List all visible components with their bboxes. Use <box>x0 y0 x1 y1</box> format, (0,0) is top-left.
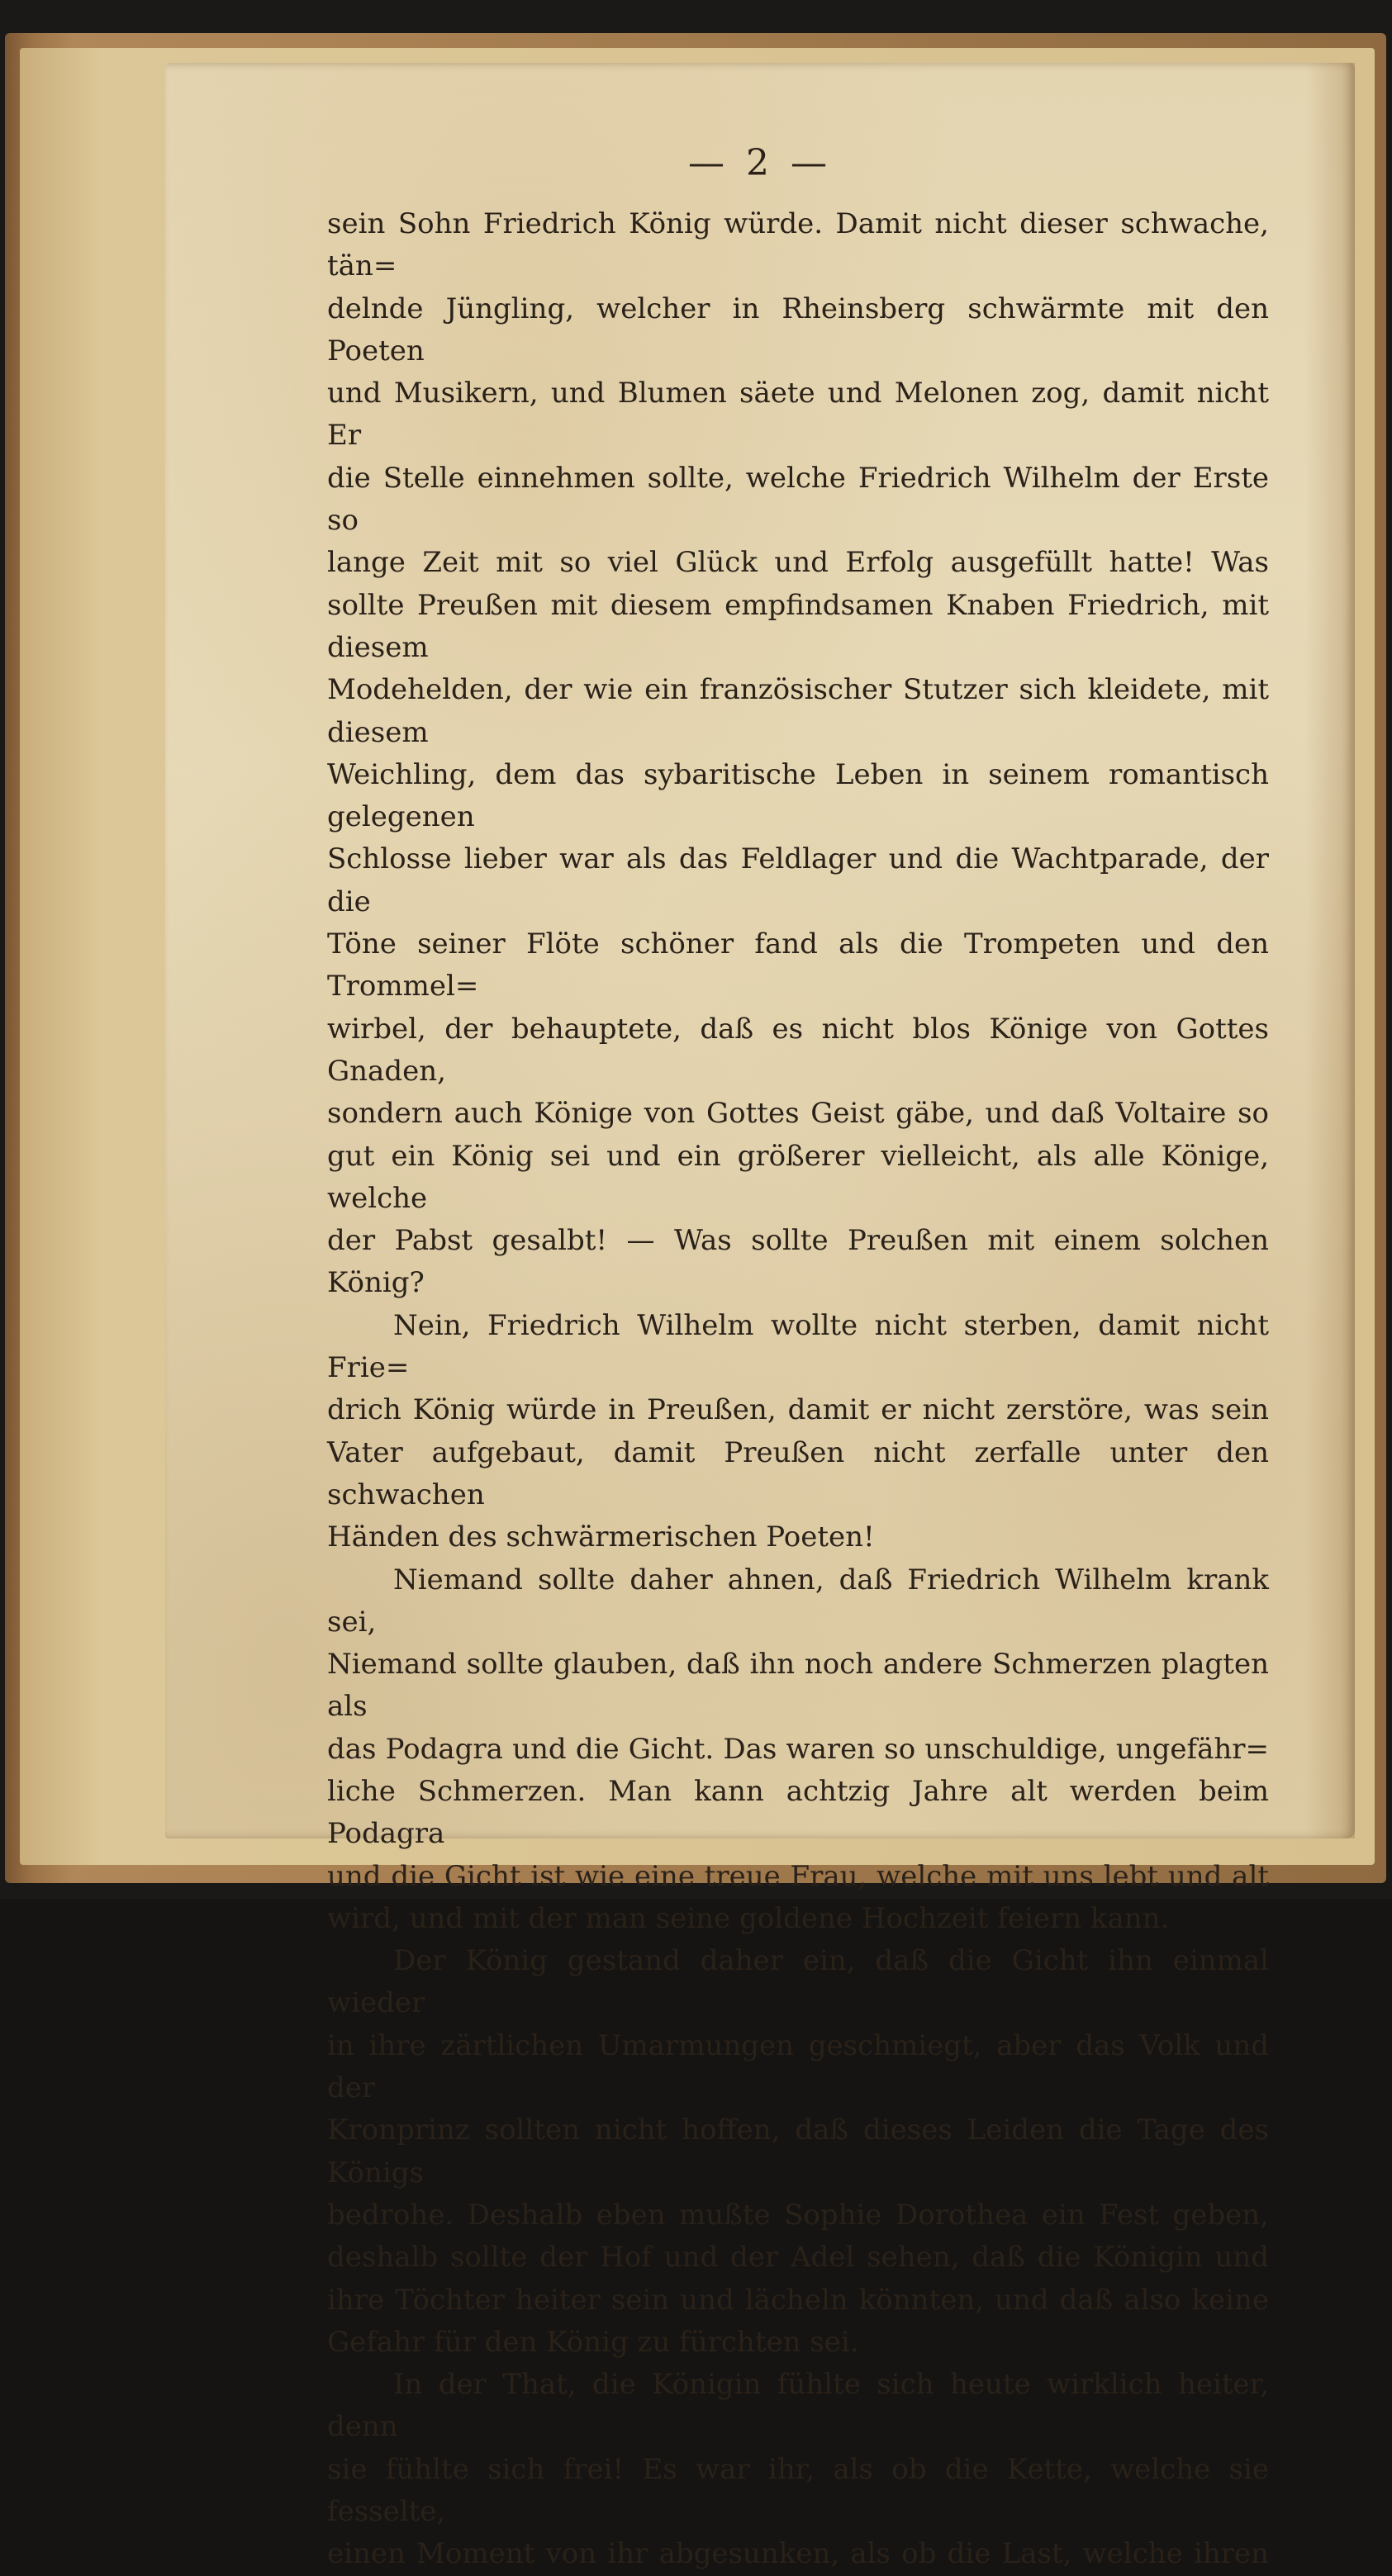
text-line: die Stelle einnehmen sollte, welche Friedrich Wilhelm der Erste so <box>327 461 1269 538</box>
text-line: ihre Töchter heiter sein und lächeln könnten, und daß also keine <box>327 2283 1269 2317</box>
text-line: Töne seiner Flöte schöner fand als die Trompeten und den Trommel= <box>327 927 1269 1003</box>
text-line: Kronprinz sollten nicht hoffen, daß dieses Leiden die Tage des Königs <box>327 2113 1269 2189</box>
text-line: Niemand sollte daher ahnen, daß Friedrich Wilhelm krank sei, <box>327 1563 1269 1639</box>
text-line: gut ein König sei und ein größerer vielleicht, als alle Könige, welche <box>327 1139 1269 1215</box>
text-line: wird, und mit der man seine goldene Hochzeit feiern kann. <box>327 1901 1170 1935</box>
text-line: Weichling, dem das sybaritische Leben in seinem romantisch gelegenen <box>327 757 1269 834</box>
text-line: und die Gicht ist wie eine treue Frau, welche mit uns lebt und alt <box>327 1859 1269 1893</box>
text-line: Schlosse lieber war als das Feldlager und die Wachtparade, der die <box>327 842 1269 918</box>
text-line: deshalb sollte der Hof und der Adel sehen, daß die Königin und <box>327 2241 1269 2275</box>
text-line: liche Schmerzen. Man kann achtzig Jahre alt werden beim Podagra <box>327 1774 1269 1851</box>
text-line: das Podagra und die Gicht. Das waren so unschuldige, ungefähr= <box>327 1732 1269 1766</box>
text-line: sondern auch Könige von Gottes Geist gäbe, und daß Voltaire so <box>327 1097 1269 1131</box>
text-line: Vater aufgebaut, damit Preußen nicht zerfalle unter den schwachen <box>327 1435 1269 1511</box>
text-line: in ihre zärtlichen Umarmungen geschmiegt, aber das Volk und der <box>327 2028 1269 2105</box>
text-line: einen Moment von ihr abgesunken, als ob die Last, welche ihren <box>327 2537 1269 2571</box>
book-page <box>165 63 1355 2571</box>
text-line: In der That, die Königin fühlte sich heute wirklich heiter, denn <box>327 2368 1269 2444</box>
text-line: Der König gestand daher ein, daß die Gicht ihn einmal wieder <box>327 1944 1269 2020</box>
text-line: Händen des schwärmerischen Poeten! <box>327 1520 875 1554</box>
text-line: bedrohe. Deshalb eben mußte Sophie Dorothea ein Fest geben, <box>327 2198 1269 2232</box>
text-line: sie fühlte sich frei! Es war ihr, als ob die Kette, welche sie fesselte, <box>327 2452 1269 2529</box>
text-line: lange Zeit mit so viel Glück und Erfolg ausgefüllt hatte! Was <box>327 546 1269 580</box>
text-line: und Musikern, und Blumen säete und Melonen zog, damit nicht Er <box>327 377 1269 453</box>
text-line: Nein, Friedrich Wilhelm wollte nicht sterben, damit nicht Frie= <box>327 1308 1269 1385</box>
text-line: Modehelden, der wie ein französischer Stutzer sich kleidete, mit diesem <box>327 673 1269 749</box>
text-line: Gefahr für den König zu fürchten sei. <box>327 2325 859 2359</box>
page-edge-shadow <box>1305 63 1355 1838</box>
text-line: Niemand sollte glauben, daß ihn noch andere Schmerzen plagten als <box>327 1648 1269 1724</box>
page-number: — 2 — <box>688 142 832 184</box>
text-line: drich König würde in Preußen, damit er nicht zerstöre, was sein <box>327 1393 1269 1427</box>
text-line: der Pabst gesalbt! — Was sollte Preußen mit einem solchen König? <box>327 1224 1269 1300</box>
text-line: sollte Preußen mit diesem empfindsamen Knaben Friedrich, mit diesem <box>327 588 1269 664</box>
text-line: wirbel, der behauptete, daß es nicht blos Könige von Gottes Gnaden, <box>327 1012 1269 1088</box>
body-text <box>327 203 1269 2576</box>
text-line: sein Sohn Friedrich König würde. Damit nicht dieser schwache, tän= <box>327 207 1269 283</box>
text-line: delnde Jüngling, welcher in Rheinsberg schwärmte mit den Poeten <box>327 292 1269 368</box>
